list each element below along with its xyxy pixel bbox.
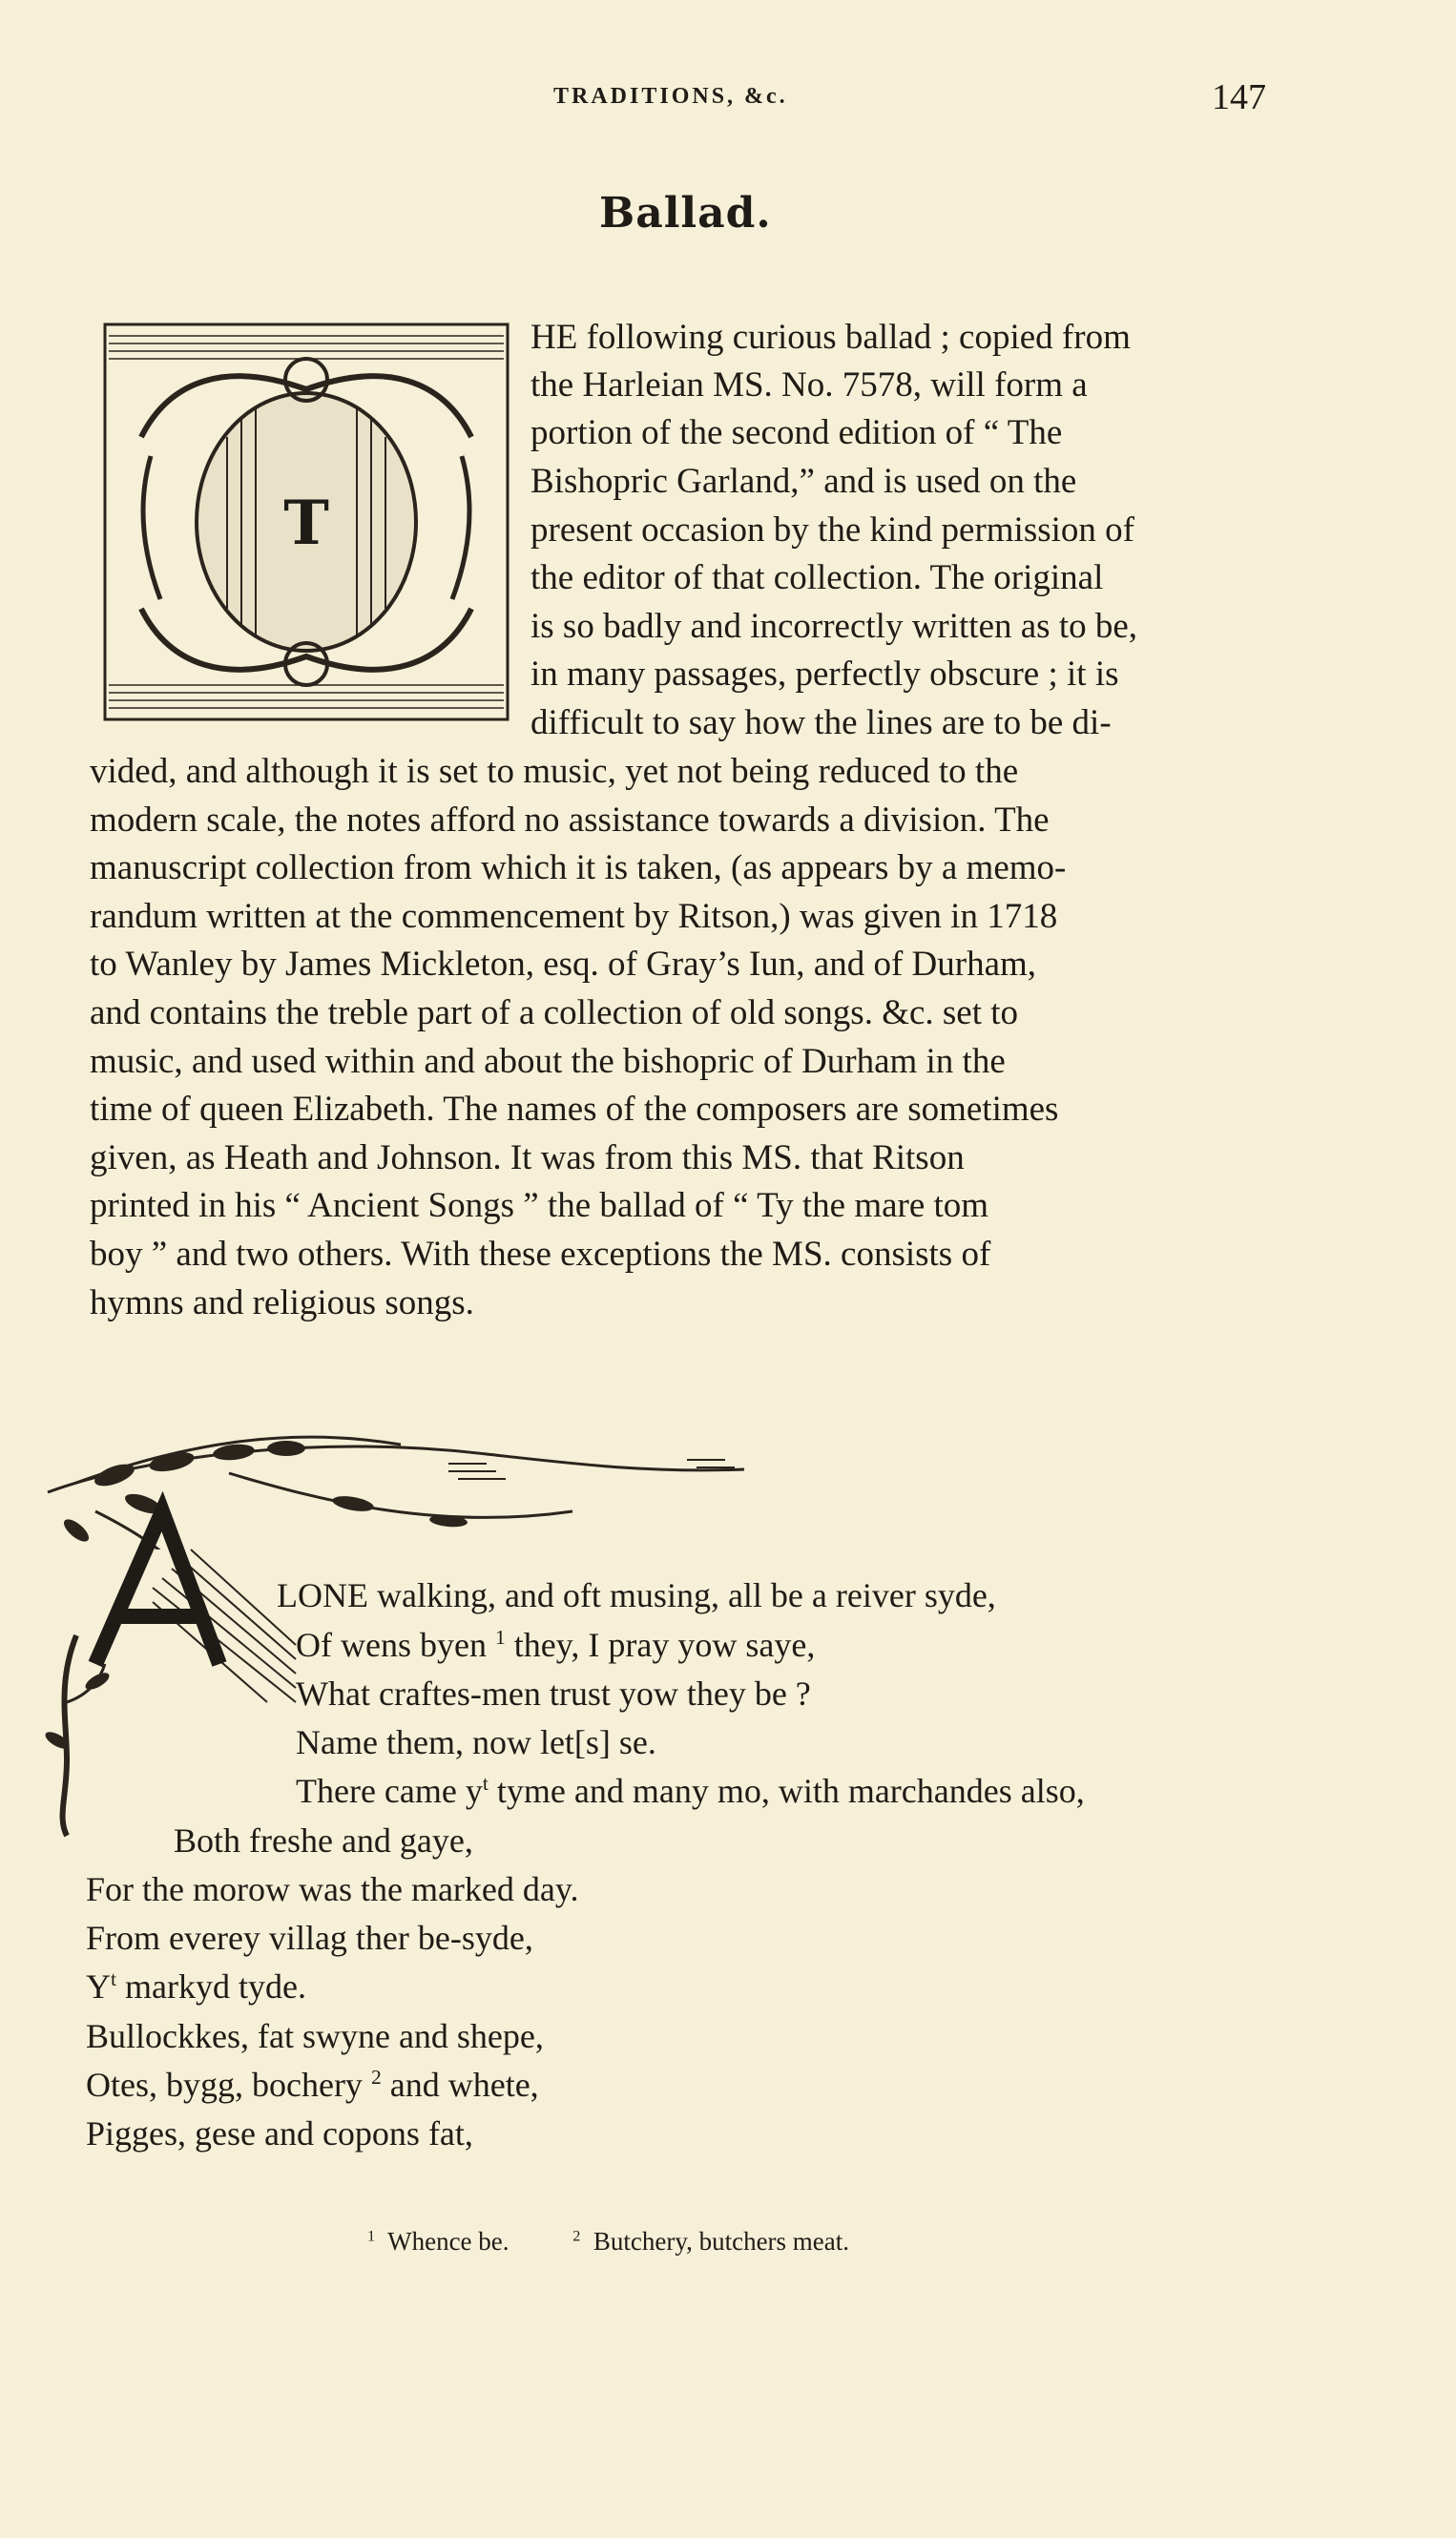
body-line-11: boy ” and two others. With these exceptions the MS. consists of bbox=[90, 1235, 991, 1274]
ballad-line-10: Bullockkes, fat swyne and shepe, bbox=[86, 2017, 544, 2055]
body-line-1: vided, and although it is set to music, yet not being reduced to the bbox=[90, 752, 1019, 791]
intro-line-3: portion of the second edition of “ The bbox=[530, 413, 1063, 452]
intro-line-8: in many passages, perfectly obscure ; it is bbox=[530, 655, 1119, 694]
footnote-2: $^2$ Butchery, butchers meat. bbox=[572, 2227, 850, 2256]
body-line-9: given, as Heath and Johnson. It was from this MS. that Ritson bbox=[90, 1138, 965, 1177]
ballad-line-12: Pigges, gese and copons fat, bbox=[86, 2114, 473, 2153]
ballad-line-6: Both freshe and gaye, bbox=[174, 1821, 473, 1860]
footnotes bbox=[367, 2227, 906, 2257]
body-line-4: randum written at the commencement by Ritson,) was given in 1718 bbox=[90, 897, 1058, 936]
page-number: 147 bbox=[1212, 77, 1266, 117]
body-line-7: music, and used within and about the bishopric of Durham in the bbox=[90, 1042, 1006, 1081]
intro-line-9: difficult to say how the lines are to be di- bbox=[530, 703, 1112, 742]
running-head: TRADITIONS, &c. bbox=[553, 84, 788, 109]
body-line-2: modern scale, the notes afford no assistance towards a division. The bbox=[90, 801, 1050, 840]
ballad-line-3: What craftes-men trust yow they be ? bbox=[296, 1675, 811, 1713]
footnote-1: $^1$ Whence be. bbox=[367, 2227, 510, 2256]
intro-line-1: HE following curious ballad ; copied from bbox=[530, 318, 1131, 357]
intro-line-7: is so badly and incorrectly written as to be, bbox=[530, 607, 1138, 646]
body-line-8: time of queen Elizabeth. The names of the composers are sometimes bbox=[90, 1090, 1059, 1129]
body-line-6: and contains the treble part of a collection of old songs. &c. set to bbox=[90, 993, 1019, 1032]
body-line-12: hymns and religious songs. bbox=[90, 1283, 474, 1322]
intro-line-5: present occasion by the kind permission of bbox=[530, 510, 1134, 550]
svg-text:T: T bbox=[283, 488, 329, 559]
ballad-line-1: LONE walking, and oft musing, all be a reiver syde, bbox=[277, 1576, 996, 1614]
section-title: Ballad. bbox=[599, 189, 772, 238]
ornamental-initial-t bbox=[103, 322, 510, 721]
ballad-line-2: Of wens byen $^1$ they, I pray yow saye, bbox=[296, 1626, 816, 1664]
ballad-line-4: Name them, now let[s] se. bbox=[296, 1723, 656, 1761]
body-line-10: printed in his “ Ancient Songs ” the ballad of “ Ty the mare tom bbox=[90, 1186, 989, 1225]
ballad-line-5: There came $y^t$ tyme and many mo, with marchandes also, bbox=[296, 1772, 1085, 1810]
intro-line-2: the Harleian MS. No. 7578, will form a bbox=[530, 365, 1088, 405]
svg-text:A: A bbox=[101, 1521, 214, 1689]
body-line-3: manuscript collection from which it is taken, (as appears by a memo- bbox=[90, 848, 1067, 887]
ballad-line-8: From everey villag ther be-syde, bbox=[86, 1919, 533, 1957]
intro-line-6: the editor of that collection. The original bbox=[530, 558, 1104, 597]
ballad-line-9: $Y^t$ markyd tyde. bbox=[86, 1967, 306, 2006]
intro-line-4: Bishopric Garland,” and is used on the bbox=[530, 462, 1077, 501]
body-line-5: to Wanley by James Mickleton, esq. of Gray’s Iun, and of Durham, bbox=[90, 945, 1037, 984]
ballad-line-11: Otes, bygg, bochery $^2$ and whete, bbox=[86, 2066, 539, 2104]
ballad-line-7: For the morow was the marked day. bbox=[86, 1870, 579, 1908]
